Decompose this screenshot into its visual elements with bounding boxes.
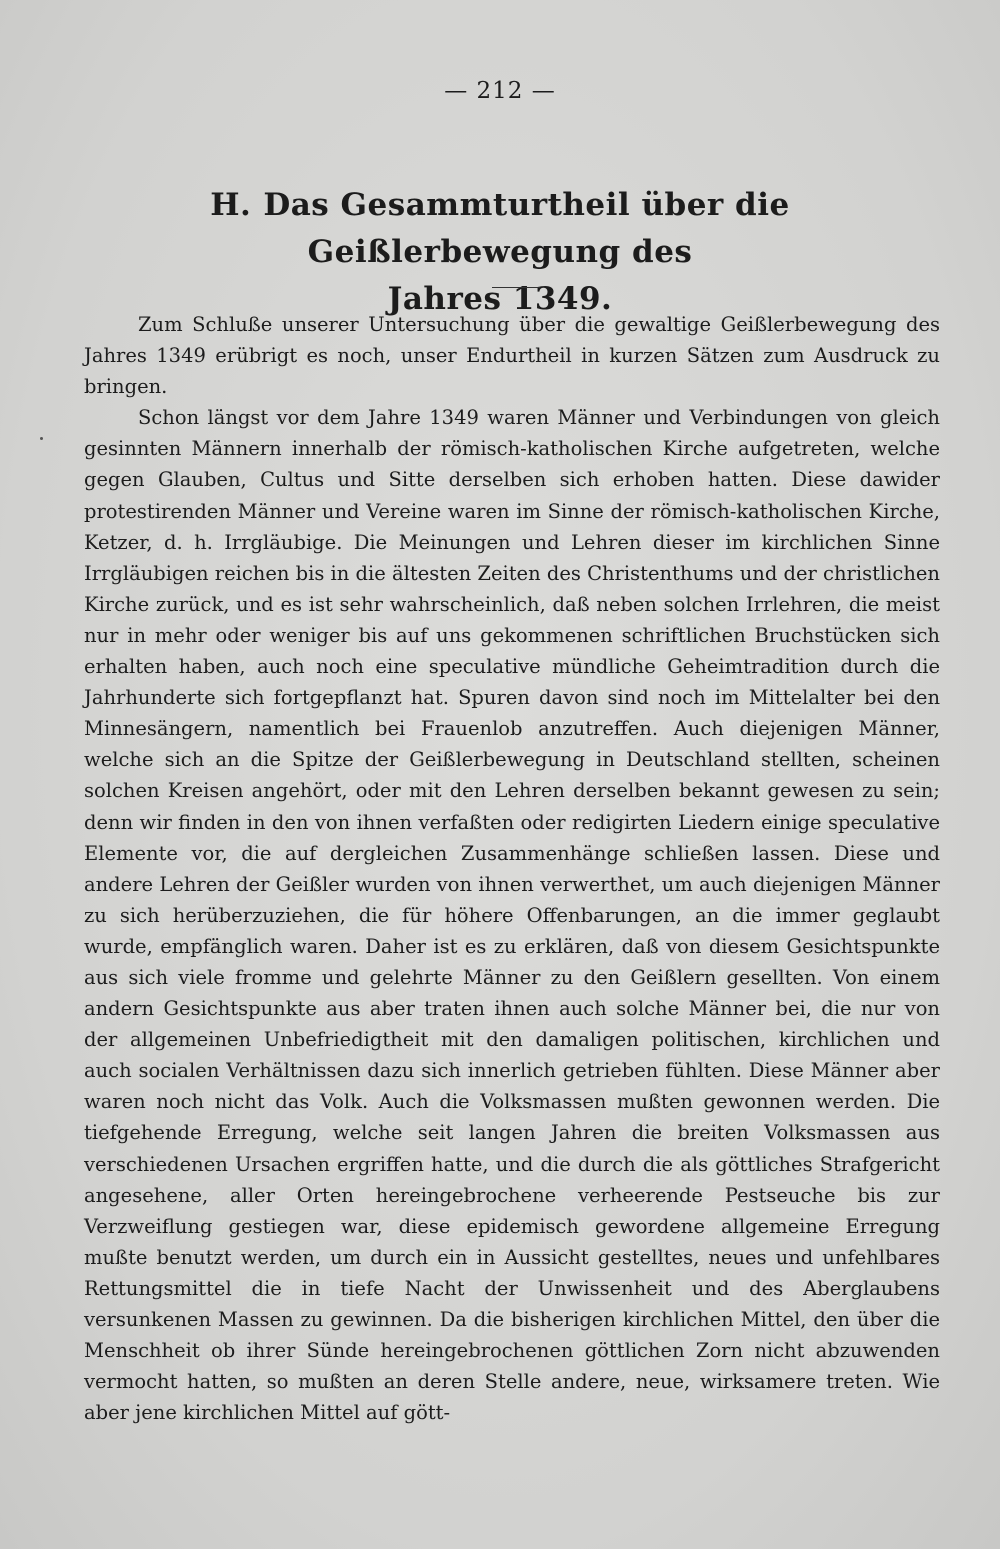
heading-divider <box>492 287 540 288</box>
section-title-line-1: Das Gesammturtheil über die Geißlerbewegung des <box>263 187 790 270</box>
paragraph: Zum Schluße unserer Untersuchung über die gewaltige Geißlerbewegung des Jahres 1349 erübrigt es noch, unser Endurtheil in kurzen Sätzen zum Ausdruck zu bringen. <box>84 313 940 399</box>
paragraph: Schon längst vor dem Jahre 1349 waren Männer und Verbindungen von gleich gesinnten Männern innerhalb der römisch-katholischen Kirche aufgetreten, welche gegen Glauben, Cultus und Sitte derselben sich erhoben hatten. Diese dawider protestirenden Männer und Vereine waren im Sinne der römisch-katholischen Kirche, Ketzer, d. h. Irrgläubige. Die Meinungen und Lehren dieser im kirchlichen Sinne Irrgläubigen reichen bis in die ältesten Zeiten des Christenthums und der christlichen Kirche zurück, und es ist sehr wahrscheinlich, daß neben solchen Irrlehren, die meist nur in mehr oder weniger bis auf uns gekommenen schriftlichen Bruchstücken sich erhalten haben, auch noch eine speculative mündliche Geheimtradition durch die Jahrhunderte sich fortgepflanzt hat. Spuren davon sind noch im Mittelalter bei den Minnesängern, namentlich bei Frauenlob anzutreffen. Auch diejenigen Männer, welche sich an die Spitze der Geißlerbewegung in Deutschland stellten, scheinen solchen Kreisen angehört, oder mit den Lehren derselben bekannt gewesen zu sein; denn wir finden in den von ihnen verfaßten oder redigirten Liedern einige speculative Elemente vor, die auf dergleichen Zusammenhänge schließen lassen. Diese und andere Lehren der Geißler wurden von ihnen verwerthet, um auch diejenigen Männer zu sich herüberzuziehen, die für höhere Offenbarungen, an die immer geglaubt wurde, empfänglich waren. Daher ist es zu erklären, daß von diesem Gesichtspunkte aus sich viele fromme und gelehrte Männer zu den Geißlern gesellten. Von einem andern Gesichtspunkte aus aber traten ihnen auch solche Männer bei, die nur von der allgemeinen Unbefriedigtheit mit den damaligen politischen, kirchlichen und auch socialen Verhältnissen dazu sich innerlich getrieben fühlten. Diese Männer aber waren noch nicht das Volk. Auch die Volksmassen mußten gewonnen werden. Die tiefgehende Erregung, welche seit langen Jahren die breiten Volksmassen aus verschiedenen Ursachen ergriffen hatte, und die durch die als göttliches Strafgericht angesehene, aller Orten hereingebrochene verheerende Pestseuche bis zur Verzweiflung gestiegen war, diese epidemisch gewordene allgemeine Erregung mußte benutzt werden, um durch ein in Aussicht gestelltes, neues und unfehlbares Rettungsmittel die in tiefe Nacht der Unwissenheit und des Aberglaubens versunkenen Massen zu gewinnen. Da die bisherigen kirchlichen Mittel, den über die Menschheit ob ihrer Sünde hereingebrochenen göttlichen Zorn nicht abzuwenden vermocht hatten, so mußten an deren Stelle andere, neue, wirksamere treten. Wie aber jene kirchlichen Mittel auf gött- <box>84 406 940 1425</box>
body-text <box>84 309 940 1428</box>
section-letter: H. <box>210 187 252 223</box>
section-heading <box>100 182 900 323</box>
section-heading-line-1 <box>100 182 900 276</box>
page-number: — 212 — <box>444 78 556 104</box>
section-title-line-2: Jahres 1349. <box>387 281 613 317</box>
margin-mark <box>40 437 43 440</box>
